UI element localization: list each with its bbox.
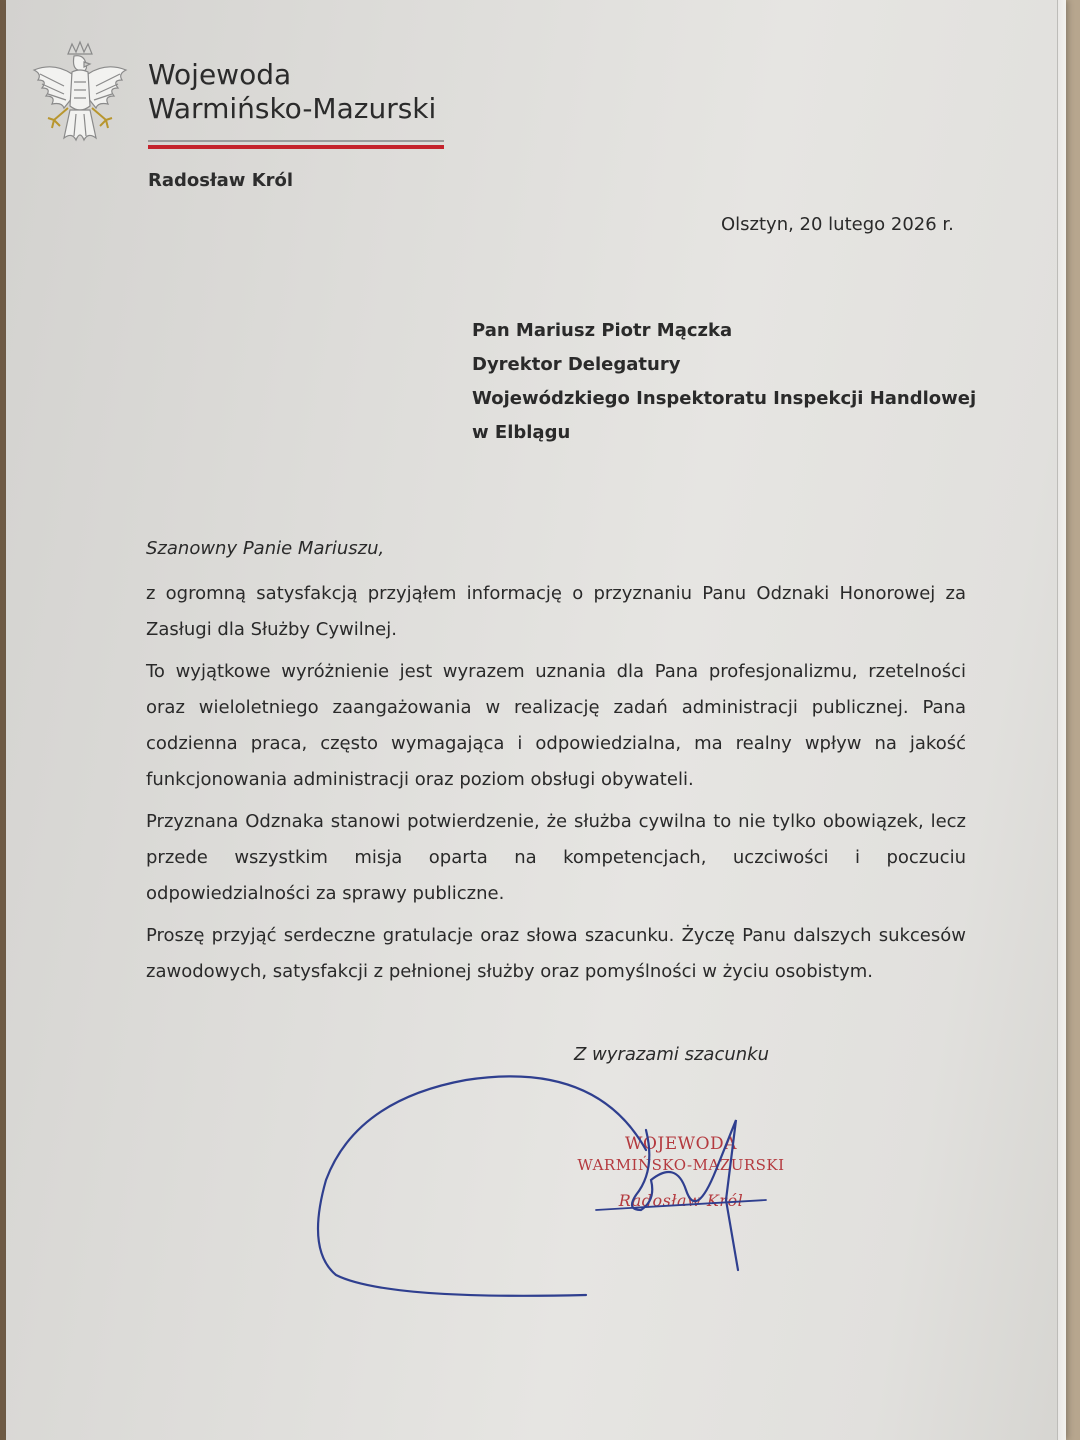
paper-edge [1057,0,1066,1440]
stamp-line3: Radosław Król [618,1191,744,1210]
handwritten-signature [296,1060,796,1310]
recipient-block [472,314,976,450]
letterhead-title [148,58,436,126]
letterhead-divider-red [148,145,444,149]
recipient-line: Pan Mariusz Piotr Mączka [472,320,733,341]
polish-white-eagle-icon [24,40,136,156]
recipient-line: w Elblągu [472,422,571,443]
salutation: Szanowny Panie Mariuszu, [146,538,385,559]
body-paragraph: z ogromną satysfakcją przyjąłem informację o przyznaniu Panu Odznaki Honorowej za Zasługi dla Służby Cywilnej. [146,583,966,640]
letterhead-title-line2: Warmińsko-Mazurski [148,92,437,125]
recipient-line: Dyrektor Delegatury [472,354,681,375]
body-paragraph: Proszę przyjąć serdeczne gratulacje oraz słowa szacunku. Życzę Panu dalszych sukcesów zawodowych, satysfakcji z pełnionej służby oraz pomyślności w życiu osobistym. [146,925,966,982]
body-paragraph: Przyznana Odznaka stanowi potwierdzenie, że służba cywilna to nie tylko obowiązek, lecz przede wszystkim misja oparta na kompetencjach, uczciwości i poczuciu odpowiedzialności za sprawy publiczne. [146,811,966,904]
letterhead-name: Radosław Król [148,170,294,191]
letter-body [146,576,966,996]
letterhead-title-line1: Wojewoda [148,58,292,91]
letterhead-divider-grey [148,140,444,142]
date-line: Olsztyn, 20 lutego 2026 r. [721,214,954,235]
recipient-line: Wojewódzkiego Inspektoratu Inspekcji Handlowej [472,388,977,409]
stamp-line1: WOJEWODA [625,1134,737,1154]
body-paragraph: To wyjątkowe wyróżnienie jest wyrazem uznania dla Pana profesjonalizmu, rzetelności oraz wieloletniego zaangażowania w realizację zadań administracji publicznej. Pana codzienna praca, często wymagająca i odpowiedzialna, ma realny wpływ na jakość funkcjonowania administracji oraz poziom obsługi obywateli. [146,661,966,790]
letter-sheet [6,0,1066,1440]
closing-phrase: Z wyrazami szacunku [574,1044,769,1065]
stamp-line2: WARMIŃSKO-MAZURSKI [577,1156,785,1174]
